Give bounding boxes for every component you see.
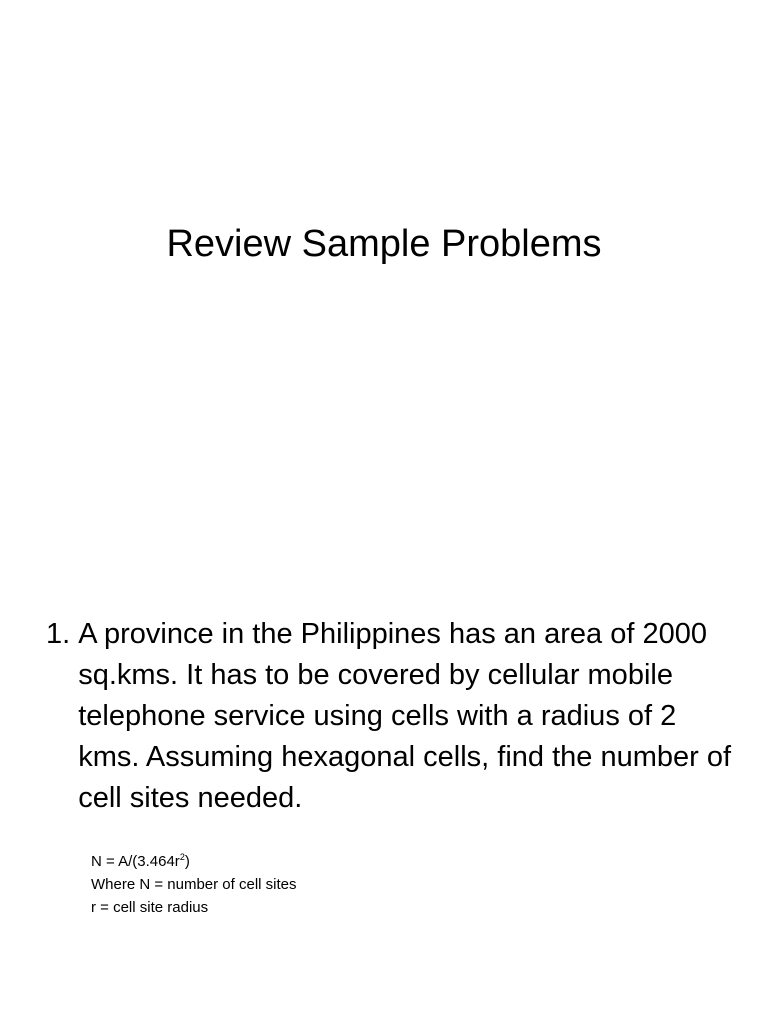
- problem-text: A province in the Philippines has an area of 2000 sq.kms. It has to be covered by cellular mobile telephone service using cells with a radius of 2 kms. Assuming hexagonal cells, find the number of cell sites needed.: [78, 618, 732, 814]
- formula-equation-suffix: ): [184, 853, 190, 870]
- formula-equation-prefix: N = A/(3.464r: [91, 853, 180, 870]
- slide-title: Review Sample Problems: [166, 223, 602, 265]
- formula-radius-line: r = cell site radius: [91, 899, 209, 916]
- formula-block: [91, 850, 591, 919]
- problem-number: 1.: [46, 618, 71, 650]
- problem-row: [46, 614, 736, 819]
- formula-equation: [91, 850, 591, 873]
- problem-statement: [46, 614, 736, 819]
- formula-exponent: 2: [179, 852, 185, 862]
- formula-where-line: Where N = number of cell sites: [91, 876, 297, 893]
